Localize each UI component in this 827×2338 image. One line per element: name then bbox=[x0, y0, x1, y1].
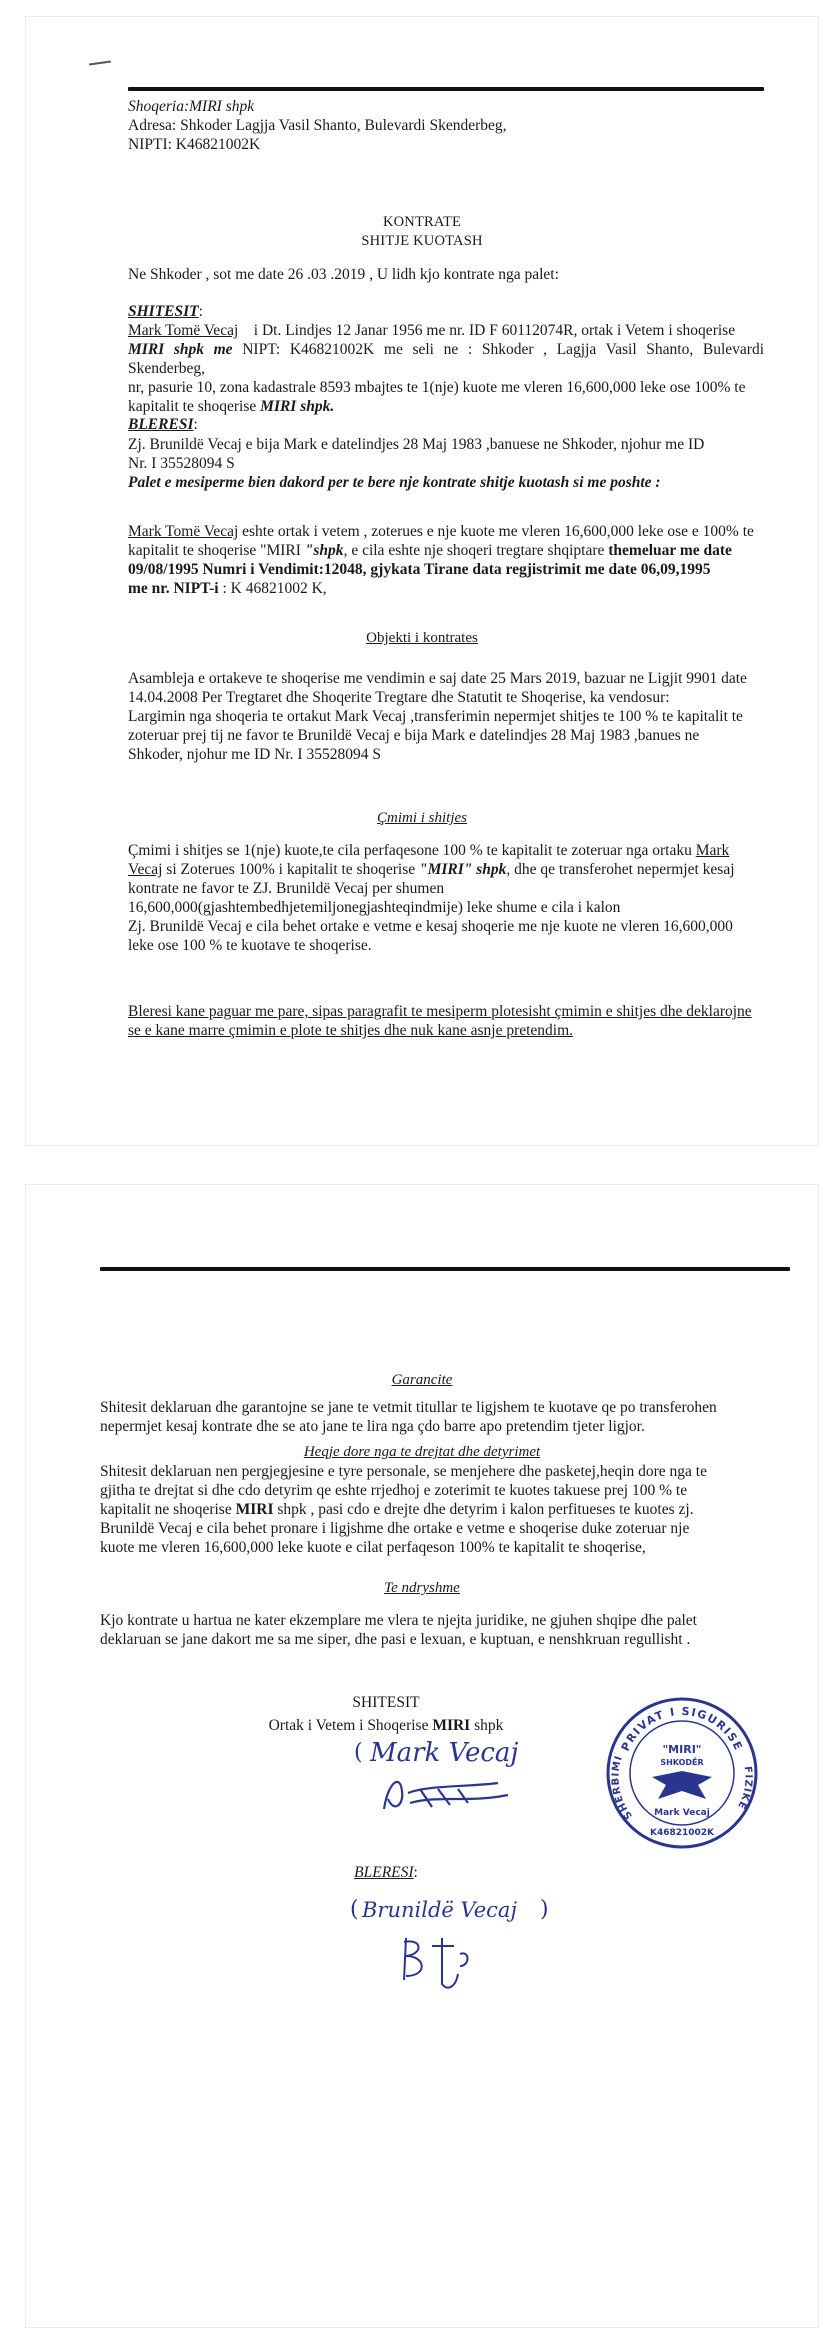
waiver-heading bbox=[26, 1443, 818, 1462]
price-line-4: 16,600,000(gjashtembedhjetemiljonegjashteqindmije) leke shume e cila i kalon bbox=[128, 899, 621, 916]
price-heading-text: Çmimi i shitjes bbox=[376, 810, 467, 826]
eagle-icon bbox=[652, 1771, 712, 1799]
company-header bbox=[128, 97, 507, 154]
object-line-5: Shkoder, njohur me ID Nr. I 35528094 S bbox=[128, 746, 381, 763]
price-line-1a: Çmimi i shitjes se 1(nje) kuote,te cila perfaqesone 100 % te kapitalit te zoteruar nga ortaku bbox=[128, 842, 696, 859]
stamp-art bbox=[602, 1693, 762, 1853]
stamp-left-text: SHERBIMI bbox=[610, 1754, 635, 1821]
buyers-signature-block bbox=[246, 1863, 526, 1882]
document-page-2 bbox=[26, 1185, 818, 2327]
company-name: Shoqeria:MIRI shpk bbox=[128, 98, 255, 115]
buyers-heading-text: BLERESI bbox=[128, 416, 194, 433]
seller-details-2: NIPT: K46821002K me seli ne : Shkoder , Lagjja Vasil Shanto, Bulevardi Skenderbeg, bbox=[128, 341, 764, 377]
price-line-2d: , dhe qe transferohet nepermjet kesaj bbox=[506, 861, 735, 878]
price-company: "MIRI" shpk bbox=[418, 861, 507, 878]
buyer-details-2: Nr. I 35528094 S bbox=[128, 455, 235, 472]
waiver-line-4: Brunildë Vecaj e cila behet pronare i ligjshme dhe ortake e vetme e shoqerise duke zoteruar nje bbox=[100, 1520, 690, 1537]
title-shitje: SHITJE KUOTASH bbox=[361, 233, 483, 249]
other-paragraph bbox=[100, 1611, 790, 1649]
document-title bbox=[26, 213, 818, 251]
parties-agree: Palet e mesiperme bien dakord per te bere nje kontrate shitje kuotash si me poshte : bbox=[128, 474, 661, 491]
company-stamp bbox=[602, 1693, 762, 1853]
seller-paren-left: ( bbox=[354, 1740, 363, 1765]
buyer-details-1: Zj. Brunildë Vecaj e bija Mark e datelindjes 28 Maj 1983 ,banuese ne Shkoder, njohur me ID bbox=[128, 436, 705, 453]
price-line-6: leke ose 100 % te kuotave te shoqerise. bbox=[128, 937, 372, 954]
stamp-top-text: PRIVAT I SIGURISE bbox=[618, 1704, 746, 1754]
ownership-line-1: eshte ortak i vetem , zoterues e nje kuote me vleren 16,600,000 leke ose e 100% te bbox=[238, 523, 754, 540]
header-rule bbox=[128, 87, 764, 91]
document-page-1 bbox=[26, 17, 818, 1145]
seller-name: Mark Tomë Vecaj bbox=[128, 322, 239, 339]
sellers-heading-colon: : bbox=[198, 303, 203, 320]
title-kontrate: KONTRATE bbox=[382, 214, 462, 230]
price-line-3: kontrate ne favor te ZJ. Brunildë Vecaj per shumen bbox=[128, 880, 445, 897]
buyer-hand-name: Brunildë Vecaj bbox=[362, 1898, 517, 1922]
ownership-paragraph bbox=[128, 522, 768, 598]
buyers-paragraph bbox=[128, 435, 764, 492]
ownership-line-3: 09/08/1995 Numri i Vendimit:12048, gjykata Tirane data regjistrimit me date 06,09,1995 bbox=[128, 561, 711, 578]
buyers-heading-colon: : bbox=[193, 416, 198, 433]
sellers-heading bbox=[128, 302, 203, 321]
owner-name: Mark Tomë Vecaj bbox=[128, 523, 239, 540]
header-rule-2 bbox=[100, 1267, 790, 1271]
object-line-3: Largimin nga shoqeria te ortakut Mark Vecaj ,transferimin nepermjet shitjes te 100 % te kapitalit te bbox=[128, 708, 743, 725]
object-paragraph bbox=[128, 669, 778, 764]
price-paragraph bbox=[128, 841, 768, 955]
seller-company: MIRI shpk me bbox=[128, 341, 233, 358]
waiver-paragraph bbox=[100, 1462, 790, 1557]
sellers-sub-c: shpk bbox=[470, 1717, 504, 1734]
seller-signature-art bbox=[348, 1733, 568, 1823]
seller-hand-name: Mark Vecaj bbox=[370, 1738, 519, 1768]
buyers-heading bbox=[128, 415, 198, 434]
waiver-company: MIRI bbox=[235, 1501, 274, 1518]
ownership-line-2c: , e cila eshte nje shoqeri tregtare shqiptare bbox=[343, 542, 609, 559]
sellers-sub-company: MIRI bbox=[432, 1717, 471, 1734]
seller-details-3: nr, pasurie 10, zona kadastrale 8593 mbajtes te 1(nje) kuote me vleren 16,600,000 leke ose 100% te bbox=[128, 379, 746, 396]
price-line-2b: si Zoterues 100% i kapitalit te shoqerise bbox=[162, 861, 419, 878]
other-heading-text: Te ndryshme bbox=[384, 1580, 460, 1596]
guarantee-paragraph bbox=[100, 1398, 790, 1436]
stamp-name: "MIRI" bbox=[662, 1743, 702, 1756]
waiver-line-3a: kapitalit ne shoqerise bbox=[100, 1501, 236, 1518]
buyer-paren-left: ( bbox=[350, 1897, 359, 1922]
payment-line-2: se e kane marre çmimin e plote te shitjes dhe nuk kane asnje pretendim. bbox=[128, 1022, 574, 1039]
waiver-line-1: Shitesit deklaruan nen pergjegjesine e tyre personale, se menjehere dhe pasketej,heqin dore nga te bbox=[100, 1463, 707, 1480]
seller-details-4: kapitalit te shoqerise bbox=[128, 398, 261, 415]
buyer-signature bbox=[346, 1890, 566, 2000]
company-nipt: NIPTI: K46821002K bbox=[128, 136, 261, 153]
guarantee-heading-text: Garancite bbox=[391, 1372, 453, 1388]
seller-signature bbox=[348, 1733, 568, 1823]
guarantee-line-1: Shitesit deklaruan dhe garantojne se jane te vetmit titullar te ligjshem te kuotave qe po transferohen bbox=[100, 1399, 717, 1416]
object-line-4: zoteruar prej tij ne favor te Brunildë Vecaj e bija Mark e datelindjes 28 Maj 1983 ,banues ne bbox=[128, 727, 700, 744]
payment-paragraph bbox=[128, 1002, 778, 1040]
stamp-city: SHKODËR bbox=[660, 1758, 704, 1767]
sellers-heading-text: SHITESIT bbox=[128, 303, 199, 320]
price-line-5: Zj. Brunildë Vecaj e cila behet ortake e vetme e kesaj shoqerie me nje kuote ne vleren 16,600,000 bbox=[128, 918, 733, 935]
waiver-heading-text: Heqje dore nga te drejtat dhe detyrimet bbox=[303, 1444, 541, 1460]
price-line-1b: Mark bbox=[695, 842, 730, 859]
buyers-label: BLERESI bbox=[354, 1864, 414, 1881]
waiver-line-2: gjitha te drejtat si dhe cdo detyrim qe eshte rrjedhoj e zoterimit te kuotes takuese prej 100 % te bbox=[100, 1482, 688, 1499]
sellers-label: SHITESIT bbox=[352, 1694, 420, 1711]
ownership-line-4b: : K 46821002 K, bbox=[222, 580, 327, 597]
svg-text:FIZIKE bbox=[735, 1766, 754, 1811]
sellers-sub-a: Ortak i Vetem i Shoqerise bbox=[268, 1717, 433, 1734]
scan-mark bbox=[89, 60, 111, 65]
guarantee-heading bbox=[26, 1371, 818, 1390]
price-line-2a: Vecaj bbox=[128, 861, 163, 878]
stamp-nipt: K46821002K bbox=[649, 1828, 715, 1838]
company-address: Adresa: Shkoder Lagjja Vasil Shanto, Bulevardi Skenderbeg, bbox=[128, 117, 507, 134]
waiver-line-3c: shpk , pasi cdo e drejte dhe detyrim i kalon perfitueses te kuotes zj. bbox=[273, 1501, 694, 1518]
price-heading bbox=[26, 809, 818, 828]
object-heading-text: Objekti i kontrates bbox=[366, 630, 478, 646]
seller-details-1: i Dt. Lindjes 12 Janar 1956 me nr. ID F 60112074R, ortak i Vetem i shoqerise bbox=[253, 322, 736, 339]
other-line-1: Kjo kontrate u hartua ne kater ekzemplare me vlera te njejta juridike, ne gjuhen shqipe dhe palet bbox=[100, 1612, 697, 1629]
ownership-line-2d: themeluar me date bbox=[608, 542, 732, 559]
object-line-1: Asambleja e ortakeve te shoqerise me vendimin e saj date 25 Mars 2019, bazuar ne Ligjit 9901 date bbox=[128, 670, 747, 687]
sellers-paragraph bbox=[128, 321, 764, 416]
stamp-owner: Mark Vecaj bbox=[654, 1808, 710, 1818]
seller-scribble bbox=[384, 1782, 508, 1809]
buyer-scribble bbox=[404, 1938, 468, 1988]
object-line-2: 14.04.2008 Per Tregtaret dhe Shoqerite Tregtare dhe Statutit te Shoqerise, ka vendosur: bbox=[128, 689, 670, 706]
seller-company-2: MIRI shpk. bbox=[260, 398, 335, 415]
buyer-signature-art bbox=[346, 1890, 566, 2000]
buyers-label-colon: : bbox=[413, 1864, 418, 1881]
ownership-company: "shpk bbox=[304, 542, 344, 559]
ownership-line-4a: me nr. NIPT-i bbox=[128, 580, 223, 597]
stamp-right-text: FIZIKE bbox=[734, 1765, 754, 1812]
other-line-2: deklaruan se jane dakort me sa me siper, dhe pasi e lexuan, e kuptuan, e nenshkruan regullisht . bbox=[100, 1631, 691, 1648]
guarantee-line-2: nepermjet kesaj kontrate dhe se ato jane te lira nga çdo barre apo pretendim tjeter ligjor. bbox=[100, 1418, 645, 1435]
intro-line: Ne Shkoder , sot me date 26 .03 .2019 , U lidh kjo kontrate nga palet: bbox=[128, 266, 559, 283]
buyer-paren-right: ) bbox=[540, 1897, 549, 1922]
object-heading bbox=[26, 629, 818, 648]
other-heading bbox=[26, 1579, 818, 1598]
payment-line-1: Bleresi kane paguar me pare, sipas paragrafit te mesiperm plotesisht çmimin e shitjes dhe deklarojne bbox=[128, 1003, 752, 1020]
sellers-signature-block bbox=[246, 1693, 526, 1735]
ownership-line-2a: kapitalit te shoqerise "MIRI bbox=[128, 542, 305, 559]
waiver-line-5: kuote me vleren 16,600,000 leke kuote e cilat perfaqeson 100% te kapitalit te shoqerise, bbox=[100, 1539, 646, 1556]
